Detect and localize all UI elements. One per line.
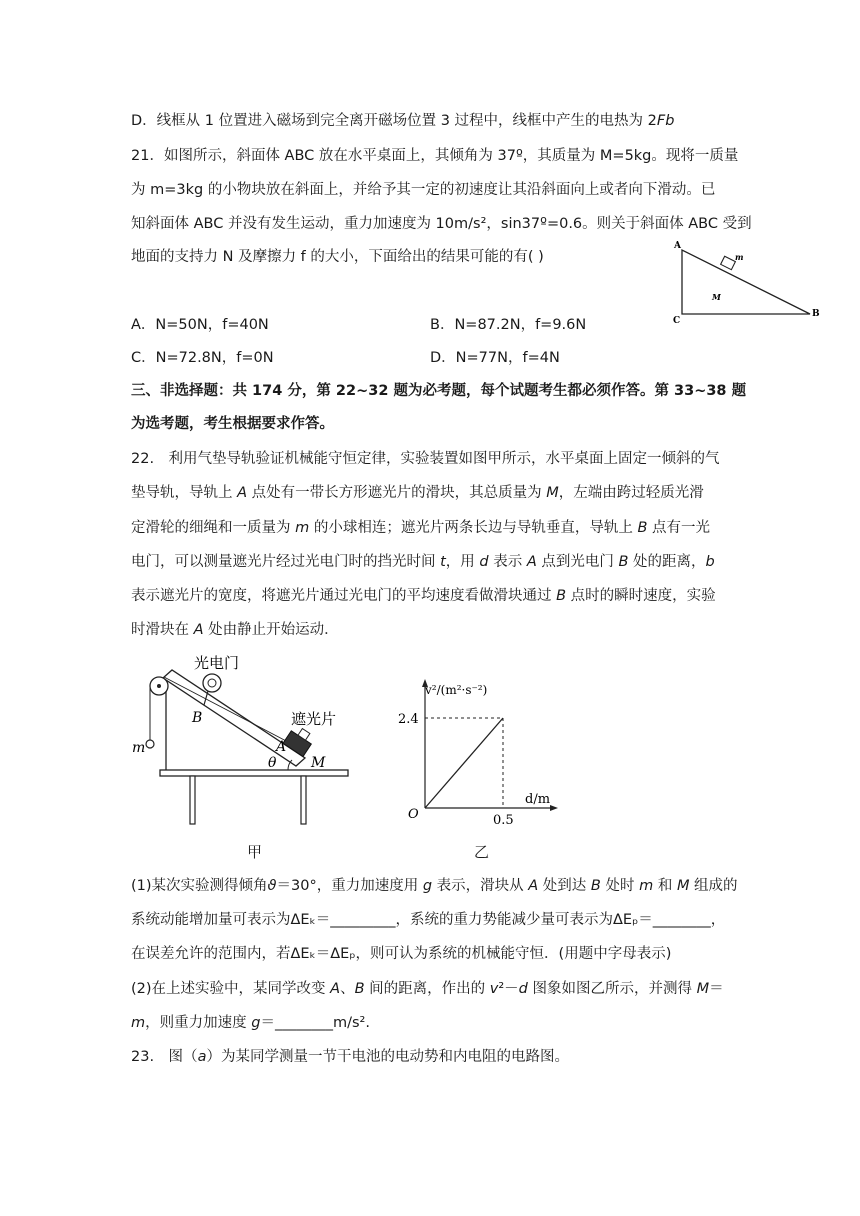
q21-line1: 21．如图所示，斜面体 ABC 放在水平桌面上，其倾角为 37º，其质量为 M=5kg。现将一质量 — [131, 148, 739, 164]
q22-line1: 22. 利用气垫导轨验证机械能守恒定律，实验装置如图甲所示，水平桌面上固定一倾斜的气 — [131, 451, 720, 467]
q22-line3: 定滑轮的细绳和一质量为 m 的小球相连；遮光片两条长边与导轨垂直，导轨上 B 点有一光 — [131, 520, 711, 536]
graph-origin: O — [408, 807, 419, 822]
section3-line1: 三、非选择题：共 174 分，第 22~32 题为必考题，每个试题考生都必须作答。第 33~38 题 — [131, 383, 747, 399]
incline-figure — [670, 236, 830, 328]
q22-part1-line1: (1)某次实验测得倾角ϑ＝30°，重力加速度用 g 表示，滑块从 A 处到达 B 处时 m 和 M 组成的 — [131, 878, 738, 894]
theta-label: θ — [268, 755, 277, 771]
q22-part2-line1: (2)在上述实验中，某同学改变 A、B 间的距离，作出的 v²－d 图象如图乙所示，并测得 M＝ — [131, 981, 724, 997]
graph-data-line — [425, 718, 503, 808]
graph-xlabel: d/m — [525, 792, 551, 807]
section3-line2: 为选考题，考生根据要求作答。 — [131, 416, 334, 432]
incline-label-M: M — [712, 292, 721, 302]
graph-xtick: 0.5 — [493, 813, 514, 826]
incline-label-a: A — [674, 241, 681, 251]
q21-option-a: A．N=50N，f=40N — [131, 317, 269, 333]
q21-option-c: C．N=72.8N，f=0N — [131, 350, 274, 366]
shade-label: 遮光片 — [291, 710, 337, 728]
q23-line1: 23. 图（a）为某同学测量一节干电池的电动势和内电阻的电路图。 — [131, 1049, 569, 1065]
q21-line4: 地面的支持力 N 及摩擦力 f 的大小，下面给出的结果可能的有( ) — [131, 249, 544, 265]
point-b-label: B — [192, 710, 203, 726]
mass-M-label: M — [311, 755, 326, 771]
q20-option-d: D．线框从 1 位置进入磁场到完全离开磁场位置 3 过程中，线框中产生的电热为 2Fb — [131, 113, 675, 129]
q22-line4: 电门，可以测量遮光片经过光电门时的挡光时间 t，用 d 表示 A 点到光电门 B 处的距离，b — [131, 554, 715, 570]
point-a-label: A — [276, 739, 287, 755]
q22-line2: 垫导轨，导轨上 A 点处有一带长方形遮光片的滑块，其总质量为 M，左端由跨过轻质光滑 — [131, 485, 704, 501]
q22-part1-line2: 系统动能增加量可表示为ΔEₖ＝_________，系统的重力势能减少量可表示为ΔEₚ＝________， — [131, 912, 726, 928]
q22-part2-line2: m，则重力加速度 g＝________m/s². — [131, 1015, 370, 1031]
incline-label-c: C — [673, 316, 681, 326]
figure-jia-caption: 甲 — [247, 843, 263, 861]
apparatus-figure — [128, 648, 358, 838]
q21-option-d: D．N=77N，f=4N — [430, 350, 560, 366]
q22-line6: 时滑块在 A 处由静止开始运动． — [131, 622, 339, 638]
graph-ytick: 2.4 — [398, 712, 419, 727]
incline-label-m: m — [735, 252, 744, 262]
q22-part1-line3: 在误差允许的范围内，若ΔEₖ＝ΔEₚ，则可认为系统的机械能守恒．(用题中字母表示) — [131, 946, 672, 962]
photogate-label: 光电门 — [194, 654, 240, 672]
mass-m-label: m — [132, 740, 146, 756]
q21-line2: 为 m=3kg 的小物块放在斜面上，并给予其一定的初速度让其沿斜面向上或者向下滑动。已 — [131, 182, 716, 198]
incline-label-b: B — [812, 309, 820, 319]
q22-line5: 表示遮光片的宽度，将遮光片通过光电门的平均速度看做滑块通过 B 点时的瞬时速度，实验 — [131, 588, 716, 604]
q21-option-b: B．N=87.2N，f=9.6N — [430, 317, 587, 333]
figure-yi-caption: 乙 — [474, 843, 490, 861]
v2-d-graph — [395, 676, 570, 826]
graph-ylabel: v²/(m²·s⁻²) — [425, 683, 488, 697]
q21-line3: 知斜面体 ABC 并没有发生运动，重力加速度为 10m/s²，sin37º=0.6。则关于斜面体 ABC 受到 — [131, 216, 752, 232]
